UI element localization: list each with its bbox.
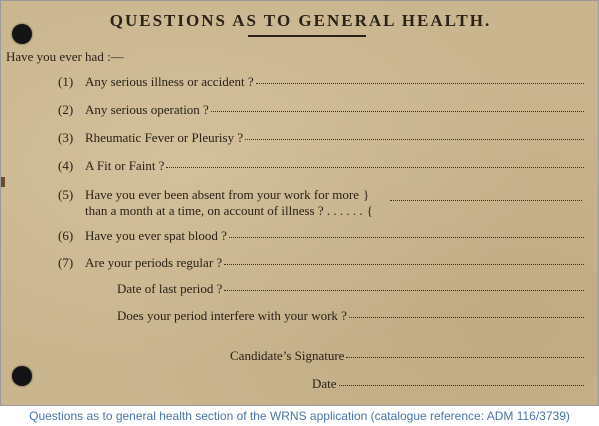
- answer-line: [245, 138, 584, 140]
- question-number: (4): [58, 158, 74, 173]
- question-text: Have you ever spat blood ?: [85, 228, 227, 243]
- question-number: (7): [58, 255, 74, 270]
- answer-line: [224, 289, 584, 291]
- question-text: Rheumatic Fever or Pleurisy ?: [85, 130, 244, 145]
- question-number: (2): [58, 102, 74, 117]
- question-3: [58, 130, 584, 146]
- answer-line: [224, 263, 584, 265]
- brace-icon: }: [362, 187, 370, 202]
- date-label: Date: [312, 376, 337, 391]
- question-4: [58, 158, 584, 174]
- question-number: (6): [58, 228, 74, 243]
- answer-line: [166, 166, 584, 168]
- image-caption: Questions as to general health section of the WRNS application (catalogue reference: ADM 116/3739): [0, 406, 599, 426]
- question-5: [58, 187, 584, 219]
- question-text: Are your periods regular ?: [85, 255, 223, 270]
- question-number: (1): [58, 74, 74, 89]
- question-7: [58, 255, 584, 271]
- answer-line: [256, 82, 584, 84]
- answer-line: [229, 236, 584, 238]
- question-text-line-2: than a month at a time, on account of illness ? . . . . . .: [85, 203, 363, 218]
- date-field: [312, 376, 584, 392]
- answer-line: [211, 110, 584, 112]
- form-title: QUESTIONS AS TO GENERAL HEALTH.: [109, 11, 492, 30]
- punch-hole-icon: [12, 366, 32, 386]
- brace-icon: {: [366, 203, 373, 218]
- question-number: (3): [58, 130, 74, 145]
- question-text: A Fit or Faint ?: [85, 158, 165, 173]
- question-text: Any serious illness or accident ?: [85, 74, 254, 89]
- question-text-line-1: Have you ever been absent from your work for more: [85, 187, 359, 202]
- title-underline: [248, 35, 366, 37]
- question-text: Does your period interfere with your work ?: [117, 308, 347, 323]
- question-text: Any serious operation ?: [85, 102, 209, 117]
- form-intro: Have you ever had :—: [6, 49, 124, 64]
- sub-question-last-period: [117, 281, 584, 297]
- signature-label: Candidate’s Signature: [230, 348, 345, 363]
- signature-line: [346, 356, 584, 358]
- question-6: [58, 228, 584, 244]
- date-line: [339, 384, 584, 386]
- question-1: [58, 74, 584, 90]
- signature-field: [230, 348, 584, 364]
- edge-mark: [1, 177, 5, 187]
- question-number: (5): [58, 187, 74, 202]
- question-text: Date of last period ?: [117, 281, 223, 296]
- answer-line: [349, 316, 584, 318]
- question-2: [58, 102, 584, 118]
- answer-line: [390, 199, 582, 201]
- paper-form: [1, 1, 599, 405]
- sub-question-period-work: [117, 308, 584, 324]
